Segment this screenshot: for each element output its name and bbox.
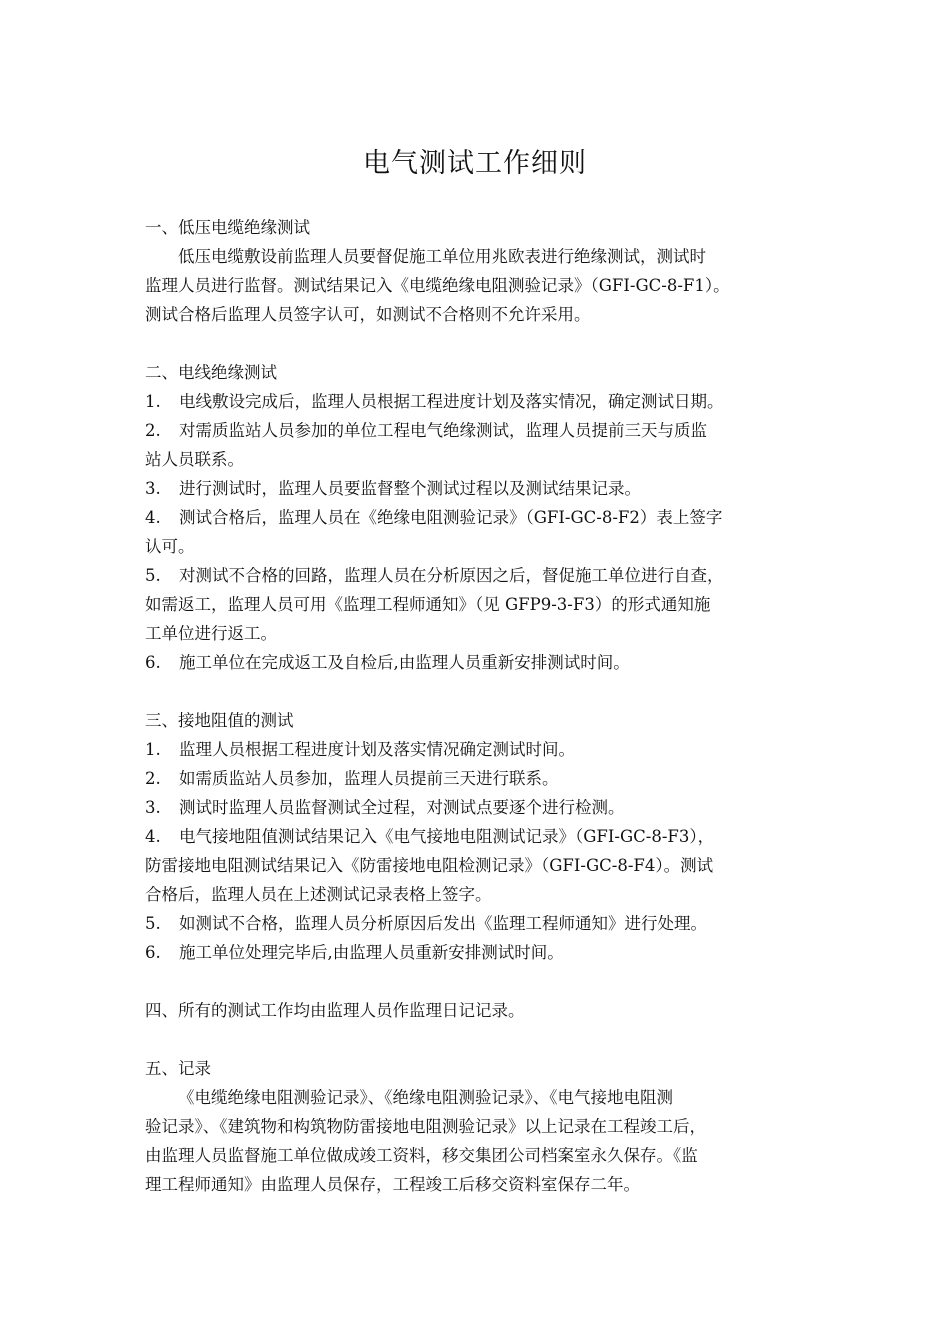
paragraph-line: 由监理人员监督施工单位做成竣工资料，移交集团公司档案室永久保存。《监 (145, 1146, 698, 1165)
list-item-text: 监理人员根据工程进度计划及落实情况确定测试时间。 (179, 740, 575, 759)
list-item-number: 6. (145, 943, 161, 962)
list-item-text: 电气接地阻值测试结果记入《电气接地电阻测试记录》（GFI-GC-8-F3）， (179, 827, 715, 846)
paragraph-line: 测试合格后监理人员签字认可，如测试不合格则不允许采用。 (145, 305, 591, 324)
list-item (145, 909, 813, 938)
list-item (145, 764, 813, 793)
paragraph-line: 理工程师通知》由监理人员保存，工程竣工后移交资料室保存二年。 (145, 1175, 640, 1194)
list-item-continuation: 站人员联系。 (145, 450, 244, 469)
document-title: 电气测试工作细则 (363, 148, 587, 179)
list-item-continuation: 工单位进行返工。 (145, 624, 277, 643)
list-item-text: 如测试不合格，监理人员分析原因后发出《监理工程师通知》进行处理。 (179, 914, 707, 933)
list-item (145, 561, 813, 590)
section-spacer (145, 1025, 813, 1054)
section-heading: 四、所有的测试工作均由监理人员作监理日记记录。 (145, 1001, 525, 1020)
section-heading: 五、记录 (145, 1059, 211, 1078)
paragraph-line: 监理人员进行监督。测试结果记入《电缆绝缘电阻测验记录》（GFI-GC-8-F1）。 (145, 276, 730, 295)
paragraph-line: 验记录》、《建筑物和构筑物防雷接地电阻测验记录》以上记录在工程竣工后， (145, 1117, 706, 1136)
list-item-number: 2. (145, 421, 161, 440)
list-item (145, 387, 813, 416)
list-item (145, 793, 813, 822)
list-item (145, 822, 813, 851)
section-spacer (145, 677, 813, 706)
section-spacer (145, 967, 813, 996)
section-heading: 二、电线绝缘测试 (145, 363, 277, 382)
list-item-number: 1. (145, 392, 161, 411)
list-item-number: 3. (145, 479, 161, 498)
list-item-text: 施工单位处理完毕后,由监理人员重新安排测试时间。 (179, 943, 564, 962)
list-item-text: 如需质监站人员参加，监理人员提前三天进行联系。 (179, 769, 559, 788)
list-item-continuation: 认可。 (145, 537, 195, 556)
list-item-number: 2. (145, 769, 161, 788)
list-item-text: 测试时监理人员监督测试全过程，对测试点要逐个进行检测。 (179, 798, 625, 817)
list-item (145, 503, 813, 532)
list-item-number: 6. (145, 653, 161, 672)
list-item-number: 4. (145, 827, 161, 846)
list-item-text: 对需质监站人员参加的单位工程电气绝缘测试，监理人员提前三天与质监 (179, 421, 707, 440)
section-heading: 三、接地阻值的测试 (145, 711, 294, 730)
list-item-text: 进行测试时，监理人员要监督整个测试过程以及测试结果记录。 (179, 479, 641, 498)
list-item (145, 938, 813, 967)
list-item-continuation: 如需返工，监理人员可用《监理工程师通知》（见 GFP9-3-F3）的形式通知施 (145, 595, 711, 614)
list-item-text: 施工单位在完成返工及自检后,由监理人员重新安排测试时间。 (179, 653, 630, 672)
document-body (145, 213, 813, 1199)
list-item (145, 474, 813, 503)
list-item-number: 5. (145, 566, 161, 585)
section-heading: 一、低压电缆绝缘测试 (145, 218, 310, 237)
list-item-text: 电线敷设完成后，监理人员根据工程进度计划及落实情况，确定测试日期。 (179, 392, 724, 411)
list-item (145, 416, 813, 445)
list-item-continuation: 合格后，监理人员在上述测试记录表格上签字。 (145, 885, 492, 904)
paragraph-line: 低压电缆敷设前监理人员要督促施工单位用兆欧表进行绝缘测试，测试时 (178, 247, 706, 266)
list-item-text: 对测试不合格的回路，监理人员在分析原因之后，督促施工单位进行自查， (179, 566, 724, 585)
list-item-continuation: 防雷接地电阻测试结果记入《防雷接地电阻检测记录》（GFI-GC-8-F4）。测试 (145, 856, 714, 875)
list-item-number: 5. (145, 914, 161, 933)
list-item (145, 648, 813, 677)
section-spacer (145, 329, 813, 358)
list-item-number: 1. (145, 740, 161, 759)
list-item-number: 3. (145, 798, 161, 817)
list-item-text: 测试合格后，监理人员在《绝缘电阻测验记录》（GFI-GC-8-F2）表上签字 (179, 508, 723, 527)
paragraph-line: 《电缆绝缘电阻测验记录》、《绝缘电阻测验记录》、《电气接地电阻测 (178, 1088, 673, 1107)
list-item-number: 4. (145, 508, 161, 527)
list-item (145, 735, 813, 764)
